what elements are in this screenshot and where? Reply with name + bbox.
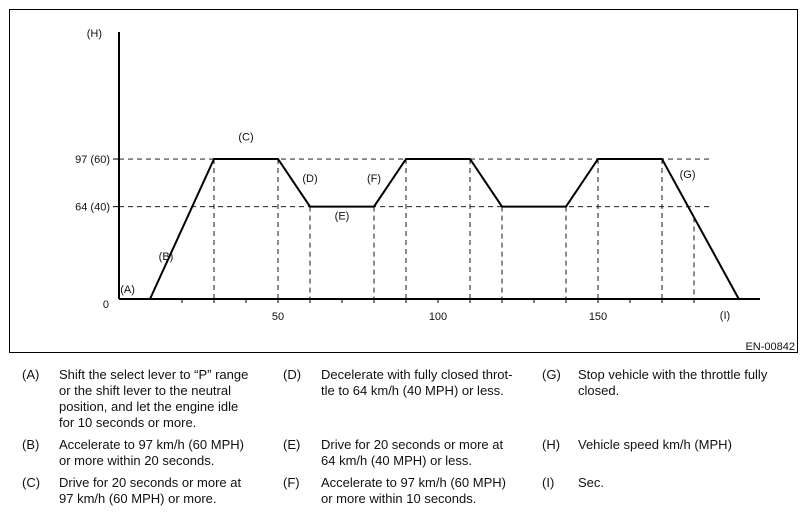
annotation-a: (A)	[120, 284, 135, 297]
origin-label: 0	[102, 299, 109, 311]
legend-key-i: (I)	[542, 475, 555, 490]
legend-text-d: Decelerate with fully closed throt- tle to 64 km/h (40 MPH) or less.	[321, 367, 513, 398]
annotation-f: (F)	[366, 173, 382, 186]
drive-cycle-chart	[10, 10, 799, 354]
legend-key-d: (D)	[283, 367, 302, 382]
annotation-b: (B)	[158, 251, 174, 264]
x-tick-label-100: 100	[428, 311, 448, 323]
annotation-g: (G)	[679, 168, 696, 181]
legend-key-b: (B)	[22, 437, 40, 452]
y-tick-label-97: 97 (60)	[75, 154, 110, 167]
legend-text-c: Drive for 20 seconds or more at 97 km/h (60 MPH) or more.	[59, 475, 242, 506]
legend-text-e: Drive for 20 seconds or more at 64 km/h (40 MPH) or less.	[321, 437, 504, 468]
annotation-d: (D)	[302, 173, 318, 186]
annotation-c: (C)	[238, 131, 254, 144]
legend-text-b: Accelerate to 97 km/h (60 MPH) or more within 20 seconds.	[59, 437, 244, 468]
legend-text-h: Vehicle speed km/h (MPH)	[578, 437, 732, 452]
x-tick-label-50: 50	[271, 311, 285, 323]
x-tick-label-150: 150	[588, 311, 608, 323]
y-tick-label-64: 64 (40)	[75, 201, 110, 214]
legend-key-h: (H)	[542, 437, 561, 452]
legend-text-i: Sec.	[578, 475, 605, 490]
legend-key-a: (A)	[22, 367, 40, 382]
legend-key-c: (C)	[22, 475, 41, 490]
legend-key-e: (E)	[283, 437, 301, 452]
legend-key-g: (G)	[542, 367, 561, 382]
legend-text-f: Accelerate to 97 km/h (60 MPH) or more within 10 seconds.	[321, 475, 506, 506]
legend-key-f: (F)	[283, 475, 300, 490]
legend-text-g: Stop vehicle with the throttle fully closed.	[578, 367, 768, 398]
figure-frame	[9, 9, 798, 353]
legend-text-a: Shift the select lever to “P” range or the shift lever to the neutral position, and let the engine idle for 10 seconds or more.	[59, 367, 249, 430]
x-axis-label: (I)	[719, 310, 731, 322]
annotation-e: (E)	[334, 210, 350, 223]
speed-profile-line	[150, 159, 739, 299]
figure-id: EN-00842	[745, 341, 795, 353]
y-axis-label: (H)	[86, 28, 102, 40]
